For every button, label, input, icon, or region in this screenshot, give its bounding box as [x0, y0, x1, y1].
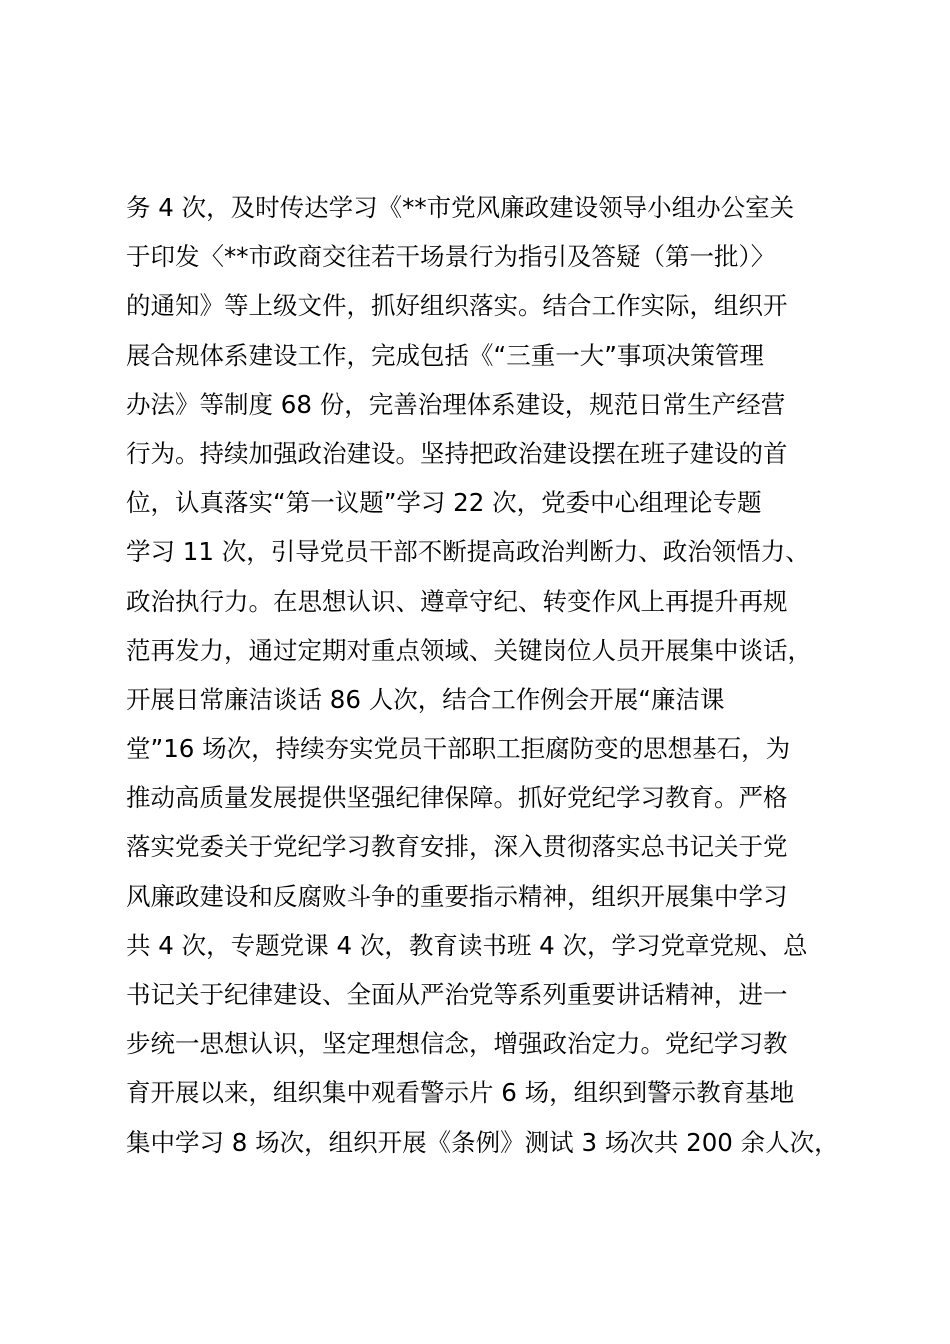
text-line: 学习 11 次，引导党员干部不断提高政治判断力、政治领悟力、 [126, 537, 810, 567]
text-line: 风廉政建设和反腐败斗争的重要指示精神，组织开展集中学习 [126, 881, 788, 911]
text-line: 育开展以来，组织集中观看警示片 6 场，组织到警示教育基地 [126, 1078, 795, 1108]
text-line: 共 4 次，专题党课 4 次，教育读书班 4 次，学习党章党规、总 [126, 930, 808, 960]
text-line: 办法》等制度 68 份，完善治理体系建设，规范日常生产经营 [126, 389, 786, 419]
text-line: 落实党委关于党纪学习教育安排，深入贯彻落实总书记关于党 [126, 832, 788, 862]
text-line: 范再发力，通过定期对重点领域、关键岗位人员开展集中谈话， [126, 635, 812, 665]
text-line: 开展日常廉洁谈话 86 人次，结合工作例会开展“廉洁课 [126, 684, 725, 714]
text-line: 步统一思想认识，坚定理想信念，增强政治定力。党纪学习教 [126, 1029, 788, 1059]
text-line: 推动高质量发展提供坚强纪律保障。抓好党纪学习教育。严格 [126, 783, 788, 813]
text-line: 于印发〈**市政商交往若干场景行为指引及答疑（第一批）〉 [126, 242, 776, 272]
body-text [126, 183, 856, 1167]
text-line: 堂”16 场次，持续夯实党员干部职工拒腐防变的思想基石，为 [126, 734, 791, 764]
text-line: 行为。持续加强政治建设。坚持把政治建设摆在班子建设的首 [126, 438, 788, 468]
text-line: 位，认真落实“第一议题”学习 22 次，党委中心组理论专题 [126, 488, 762, 518]
text-line: 集中学习 8 场次，组织开展《条例》测试 3 场次共 200 余人次， [126, 1127, 839, 1157]
text-line: 的通知》等上级文件，抓好组织落实。结合工作实际，组织开 [126, 291, 788, 321]
text-line: 政治执行力。在思想认识、遵章守纪、转变作风上再提升再规 [126, 586, 788, 616]
text-line: 务 4 次，及时传达学习《**市党风廉政建设领导小组办公室关 [126, 193, 795, 222]
text-line: 展合规体系建设工作，完成包括《“三重一大”事项决策管理 [126, 340, 764, 370]
text-line: 书记关于纪律建设、全面从严治党等系列重要讲话精神，进一 [126, 980, 788, 1009]
